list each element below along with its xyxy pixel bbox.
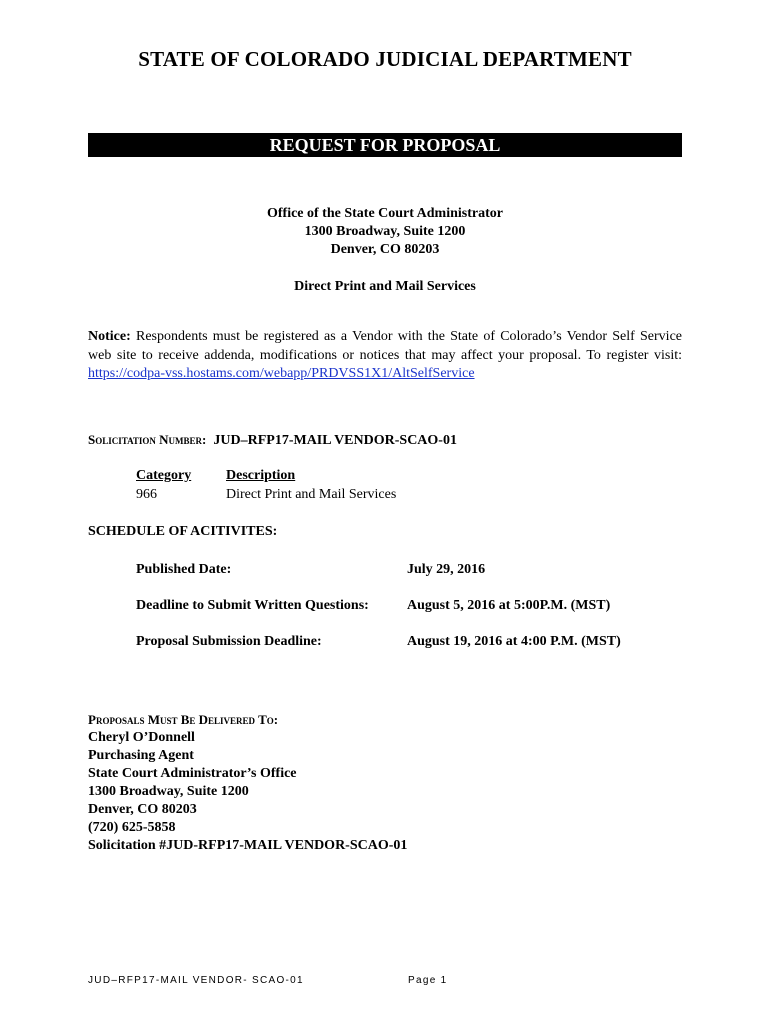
delivery-line: Purchasing Agent	[88, 748, 194, 763]
office-street: 1300 Broadway, Suite 1200	[304, 224, 466, 239]
delivery-line: 1300 Broadway, Suite 1200	[88, 784, 249, 799]
category-header: Category	[136, 468, 192, 483]
delivery-heading: Proposals Must Be Delivered To:	[88, 712, 279, 727]
service-title: Direct Print and Mail Services	[294, 279, 476, 294]
category-value: 966	[136, 487, 157, 502]
delivery-line: Denver, CO 80203	[88, 802, 197, 817]
delivery-block	[88, 711, 407, 855]
description-header: Description	[226, 468, 296, 483]
notice-text: Respondents must be registered as a Vendor with the State of Colorado’s Vendor Self Service web site to receive addenda, modifications or notices that may affect your proposal. To register visit:	[88, 329, 682, 363]
schedule-value-published: July 29, 2016	[407, 562, 486, 577]
office-name: Office of the State Court Administrator	[266, 206, 503, 221]
office-city: Denver, CO 80203	[330, 242, 440, 257]
notice-paragraph	[88, 328, 682, 384]
delivery-line: Cheryl O’Donnell	[88, 730, 195, 745]
solicitation-value: JUD–RFP17-MAIL VENDOR-SCAO-01	[213, 433, 457, 448]
schedule-label-questions: Deadline to Submit Written Questions:	[136, 598, 369, 613]
solicitation-label: Solicitation Number:	[88, 432, 207, 447]
schedule-label-submission: Proposal Submission Deadline:	[136, 634, 322, 649]
rfp-banner: REQUEST FOR PROPOSAL	[88, 133, 682, 157]
notice-label: Notice:	[88, 329, 131, 344]
solicitation-number	[88, 432, 457, 449]
schedule-heading: SCHEDULE OF ACITIVITES:	[88, 524, 278, 539]
schedule-value-questions: August 5, 2016 at 5:00P.M. (MST)	[407, 598, 611, 613]
delivery-line: State Court Administrator’s Office	[88, 766, 297, 781]
schedule-label-published: Published Date:	[136, 562, 232, 577]
footer-page-number: Page 1	[408, 975, 448, 986]
delivery-line: (720) 625-5858	[88, 820, 176, 835]
description-value: Direct Print and Mail Services	[226, 487, 397, 502]
vendor-registration-link[interactable]: https://codpa-vss.hostams.com/webapp/PRDVSS1X1/AltSelfService	[88, 366, 475, 381]
delivery-line: Solicitation #JUD-RFP17-MAIL VENDOR-SCAO-01	[88, 838, 408, 853]
schedule-value-submission: August 19, 2016 at 4:00 P.M. (MST)	[407, 634, 621, 649]
footer-document-id: JUD–RFP17-MAIL VENDOR- SCAO-01	[88, 975, 304, 986]
document-title: STATE OF COLORADO JUDICIAL DEPARTMENT	[138, 47, 632, 71]
